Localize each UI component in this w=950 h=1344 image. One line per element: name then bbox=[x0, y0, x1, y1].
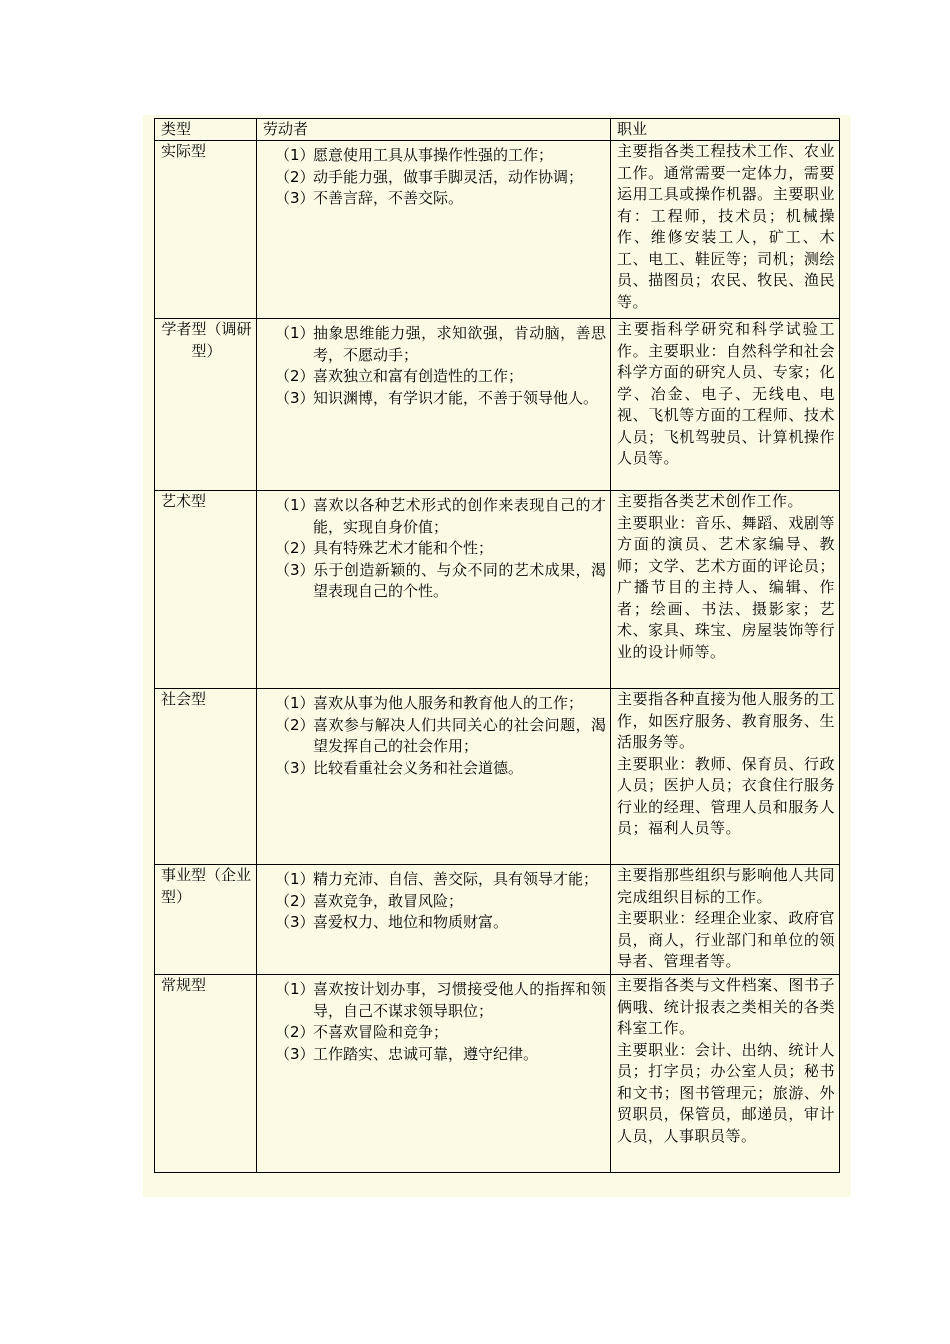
traits-cell bbox=[257, 865, 611, 975]
trait-item bbox=[263, 145, 606, 167]
table-row bbox=[155, 141, 840, 319]
trait-item bbox=[263, 693, 606, 715]
trait-number: （3） bbox=[275, 1044, 315, 1063]
traits-cell bbox=[257, 491, 611, 689]
trait-number: （3） bbox=[275, 560, 315, 579]
trait-number: （1） bbox=[275, 496, 315, 514]
trait-number: （1） bbox=[275, 324, 315, 342]
trait-text: 喜欢按计划办事，习惯接受他人的指挥和领导，自己不谋求领导职位； bbox=[313, 980, 606, 1020]
traits-list bbox=[263, 975, 606, 1065]
trait-text: 比较看重社会义务和社会道德。 bbox=[313, 758, 524, 777]
table-header-row bbox=[155, 119, 840, 141]
occupation-paragraph: 主要指各类艺术创作工作。 bbox=[617, 492, 804, 510]
trait-number: （2） bbox=[275, 715, 315, 734]
occupation-cell bbox=[611, 319, 840, 491]
type-cell: 常规型 bbox=[155, 975, 257, 1173]
trait-text: 喜欢独立和富有创造性的工作； bbox=[313, 367, 524, 385]
trait-item bbox=[263, 388, 606, 410]
occupation-paragraph: 主要职业：会计、出纳、统计人员；打字员；办公室人员；秘书和文书；图书管理元；旅游、外贸职员，保管员，邮递员，审计人员，人事职员等。 bbox=[617, 1040, 835, 1145]
trait-number: （1） bbox=[275, 146, 315, 164]
trait-number: （2） bbox=[275, 891, 315, 910]
trait-number: （2） bbox=[275, 367, 315, 385]
occupation-cell bbox=[611, 865, 840, 975]
type-cell: 实际型 bbox=[155, 141, 257, 319]
trait-item bbox=[263, 1022, 606, 1044]
occupation-paragraph: 主要指各类与文件档案、图书子俩哦、统计报表之类相关的各类科室工作。 bbox=[617, 976, 835, 1037]
trait-text: 喜爱权力、地位和物质财富。 bbox=[313, 913, 509, 931]
trait-item bbox=[263, 912, 606, 934]
trait-item bbox=[263, 560, 606, 603]
traits-list bbox=[263, 491, 606, 603]
trait-item bbox=[263, 1044, 606, 1066]
trait-text: 喜欢从事为他人服务和教育他人的工作； bbox=[313, 694, 584, 712]
trait-text: 乐于创造新颖的、与众不同的艺术成果，渴望表现自己的个性。 bbox=[313, 560, 606, 600]
trait-text: 精力充沛、自信、善交际，具有领导才能； bbox=[313, 870, 599, 888]
trait-item bbox=[263, 323, 606, 366]
occupation-cell bbox=[611, 689, 840, 865]
trait-text: 喜欢竞争，敢冒风险； bbox=[313, 891, 464, 910]
occupation-paragraph: 主要职业：音乐、舞蹈、戏剧等方面的演员、艺术家编导、教师；文学、艺术方面的评论员；广播节目的主持人、编辑、作者；绘画、书法、摄影家；艺术、家具、珠宝、房屋装饰等行业的设计师等。 bbox=[617, 513, 835, 661]
trait-text: 不喜欢冒险和竞争； bbox=[313, 1023, 449, 1041]
trait-item bbox=[263, 715, 606, 758]
trait-text: 工作踏实、忠诚可靠，遵守纪律。 bbox=[313, 1044, 539, 1063]
occupation-paragraph: 主要职业：教师、保育员、行政人员；医护人员；衣食住行服务行业的经理、管理人员和服务人员；福利人员等。 bbox=[617, 754, 835, 837]
occupation-paragraph: 主要指科学研究和科学试验工作。主要职业：自然科学和社会科学方面的研究人员、专家；化学、冶金、电子、无线电、电视、飞机等方面的工程师、技术人员；飞机驾驶员、计算机操作人员等。 bbox=[617, 320, 835, 467]
table-row bbox=[155, 319, 840, 491]
trait-text: 不善言辞，不善交际。 bbox=[313, 189, 464, 207]
occupation-cell bbox=[611, 141, 840, 319]
type-cell: 事业型（企业型） bbox=[155, 865, 257, 975]
trait-text: 喜欢参与解决人们共同关心的社会问题，渴望发挥自己的社会作用； bbox=[313, 715, 606, 755]
occupation-paragraph: 主要指各种直接为他人服务的工作，如医疗服务、教育服务、生活服务等。 bbox=[617, 690, 835, 751]
trait-item bbox=[263, 366, 606, 388]
trait-item bbox=[263, 188, 606, 210]
traits-list bbox=[263, 141, 606, 210]
traits-cell bbox=[257, 975, 611, 1173]
trait-text: 抽象思维能力强，求知欲强，肯动脑，善思考，不愿动手； bbox=[313, 324, 606, 364]
occupation-paragraph: 主要指那些组织与影响他人共同完成组织目标的工作。 bbox=[617, 866, 835, 906]
trait-number: （3） bbox=[275, 388, 315, 407]
trait-item bbox=[263, 979, 606, 1022]
trait-text: 具有特殊艺术才能和个性； bbox=[313, 539, 494, 557]
type-cell: 社会型 bbox=[155, 689, 257, 865]
header-type: 类型 bbox=[155, 119, 257, 141]
occupation-cell bbox=[611, 975, 840, 1173]
trait-number: （1） bbox=[275, 694, 315, 712]
traits-cell bbox=[257, 141, 611, 319]
career-types-table bbox=[154, 118, 840, 1173]
occupation-cell bbox=[611, 491, 840, 689]
trait-item bbox=[263, 538, 606, 560]
table-row bbox=[155, 975, 840, 1173]
trait-number: （1） bbox=[275, 980, 315, 998]
trait-number: （3） bbox=[275, 189, 315, 207]
header-occupation: 职业 bbox=[611, 119, 840, 141]
trait-text: 喜欢以各种艺术形式的创作来表现自己的才能，实现自身价值； bbox=[313, 496, 606, 536]
trait-number: （1） bbox=[275, 870, 315, 888]
type-cell: 学者型（调研型） bbox=[155, 319, 257, 491]
table-row bbox=[155, 689, 840, 865]
trait-item bbox=[263, 758, 606, 780]
occupation-paragraph: 主要指各类工程技术工作、农业工作。通常需要一定体力，需要运用工具或操作机器。主要职业有：工程师，技术员；机械操作、维修安装工人，矿工、木工、电工、鞋匠等；司机；测绘员、描图员；农民、牧民、渔民等。 bbox=[617, 142, 835, 311]
trait-item bbox=[263, 167, 606, 189]
traits-cell bbox=[257, 319, 611, 491]
traits-cell bbox=[257, 689, 611, 865]
type-cell: 艺术型 bbox=[155, 491, 257, 689]
trait-number: （2） bbox=[275, 1023, 315, 1041]
trait-number: （2） bbox=[275, 539, 315, 557]
occupation-paragraph: 主要职业：经理企业家、政府官员，商人，行业部门和单位的领导者、管理者等。 bbox=[617, 909, 835, 970]
traits-list bbox=[263, 319, 606, 409]
table-row bbox=[155, 865, 840, 975]
table-row bbox=[155, 491, 840, 689]
header-worker: 劳动者 bbox=[257, 119, 611, 141]
traits-list bbox=[263, 689, 606, 779]
trait-text: 动手能力强，做事手脚灵活，动作协调； bbox=[313, 167, 584, 186]
trait-number: （3） bbox=[275, 758, 315, 777]
trait-item bbox=[263, 869, 606, 891]
trait-text: 愿意使用工具从事操作性强的工作； bbox=[313, 146, 554, 164]
trait-item bbox=[263, 495, 606, 538]
trait-number: （3） bbox=[275, 913, 315, 931]
trait-number: （2） bbox=[275, 167, 315, 186]
traits-list bbox=[263, 865, 606, 934]
trait-item bbox=[263, 891, 606, 913]
trait-text: 知识渊博，有学识才能，不善于领导他人。 bbox=[313, 388, 599, 407]
